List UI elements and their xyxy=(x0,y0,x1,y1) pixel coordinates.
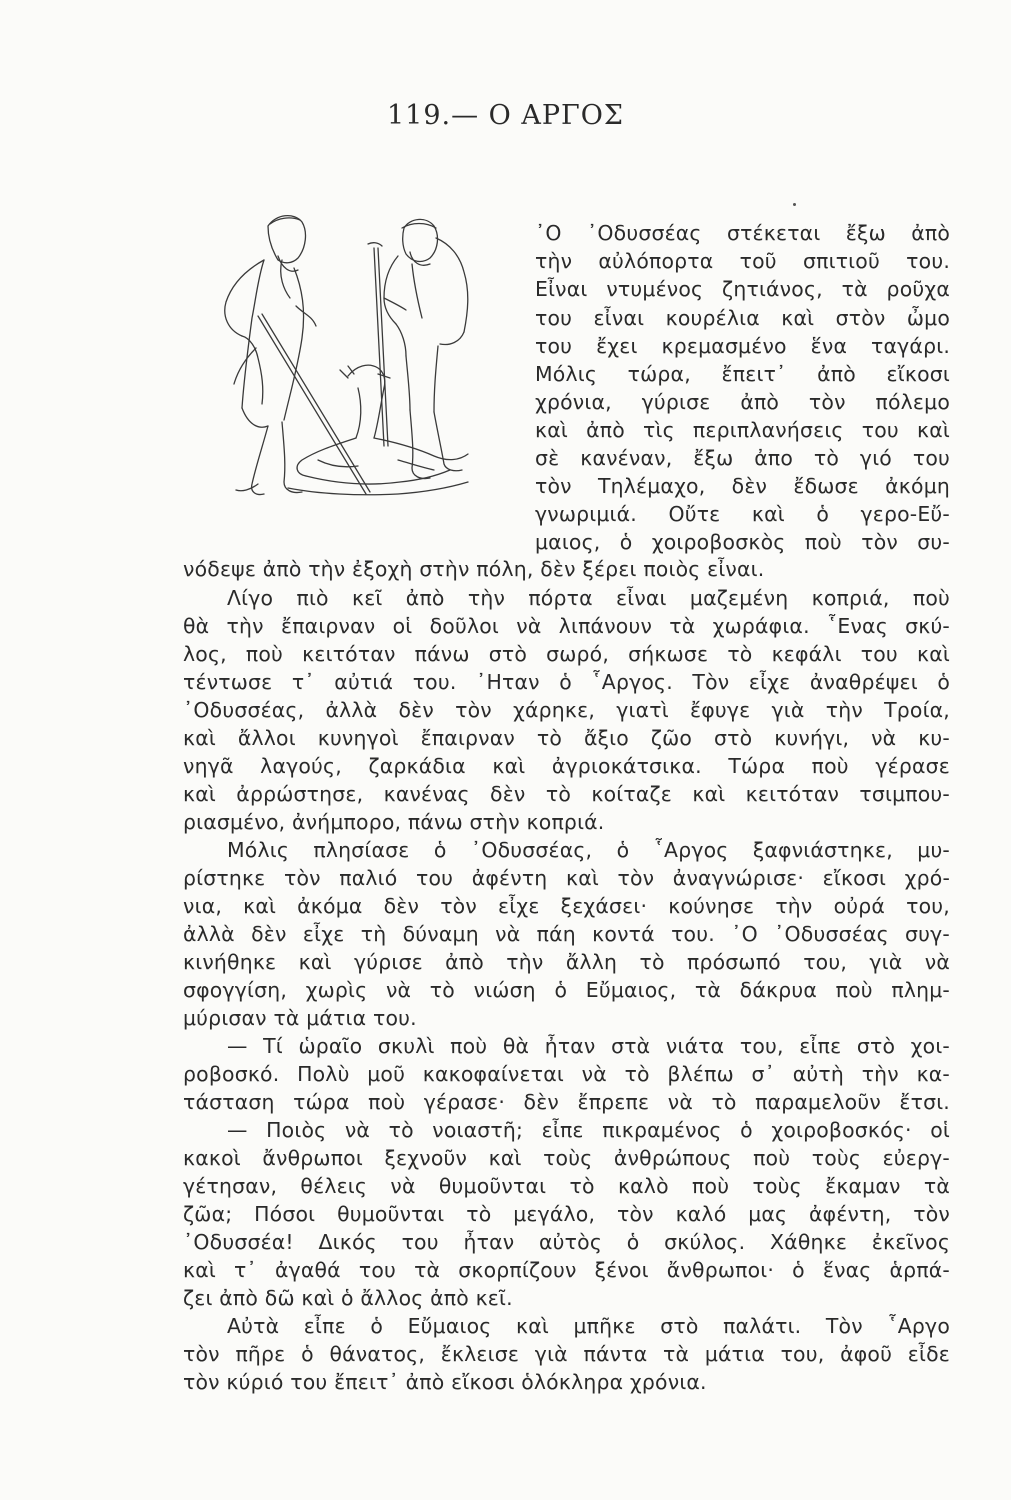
text-line: χρόνια, γύρισε ἀπὸ τὸν πόλεμο xyxy=(535,390,950,414)
text-line: νια, καὶ ἀκόμα δὲν τὸν εἶχε ξεχάσει· κούνησε τὴν οὐρά του, xyxy=(183,894,950,918)
text-line: ᾿Ο ᾿Οδυσσέας στέκεται ἔξω ἀπὸ xyxy=(535,221,950,245)
text-line: καὶ ἄλλοι κυνηγοὶ ἔπαιρναν τὸ ἄξιο ζῶο στὸ κυνήγι, νὰ κυ- xyxy=(183,726,950,750)
text-line: τὸν πῆρε ὁ θάνατος, ἔκλεισε γιὰ πάντα τὰ μάτια του, ἀφοῦ εἶδε xyxy=(183,1342,950,1366)
text-line: ᾿Οδυσσέα! Δικός του ἦταν αὐτὸς ὁ σκύλος. Χάθηκε ἐκεῖνος xyxy=(183,1230,950,1254)
text-line: τὸν Τηλέμαχο, δὲν ἔδωσε ἀκόμη xyxy=(535,474,950,498)
text-line: ροβοσκό. Πολὺ μοῦ κακοφαίνεται νὰ τὸ βλέπω σ᾿ αὐτὴ τὴν κα- xyxy=(183,1062,950,1086)
text-line: κινήθηκε καὶ γύρισε ἀπὸ τὴν ἄλλη τὸ πρόσωπό του, γιὰ νὰ xyxy=(183,950,950,974)
text-line: σφογγίση, χωρὶς νὰ τὸ νιώση ὁ Εὔμαιος, τὰ δάκρυα ποὺ πλημ- xyxy=(183,978,950,1002)
text-line: ρίστηκε τὸν παλιό του ἀφέντη καὶ τὸν ἀναγνώρισε· εἴκοσι χρό- xyxy=(183,866,950,890)
odysseus-argos-illustration xyxy=(198,198,520,520)
text-line: καὶ ἀπὸ τὶς περιπλανήσεις του καὶ xyxy=(535,418,950,442)
print-speck xyxy=(793,203,796,206)
text-line: τάσταση τώρα ποὺ γέρασε· δὲν ἔπρεπε νὰ τὸ παραμελοῦν ἔτσι. xyxy=(183,1090,950,1114)
text-line: καὶ τ᾿ ἀγαθά του τὰ σκορπίζουν ξένοι ἄνθρωποι· ὁ ἕνας ἁρπά- xyxy=(183,1258,950,1282)
text-line: καὶ ἀρρώστησε, κανένας δὲν τὸ κοίταζε καὶ κειτόταν τσιμπου- xyxy=(183,782,950,806)
text-line: τέντωσε τ᾿ αὐτιά του. ᾿Ηταν ὁ ῟Αργος. Τὸν εἶχε ἀναθρέψει ὁ xyxy=(183,670,950,694)
text-line: τὴν αὐλόπορτα τοῦ σπιτιοῦ του. xyxy=(535,249,950,273)
text-line: γνωριμιά. Οὔτε καὶ ὁ γερο-Εὔ- xyxy=(535,502,950,526)
text-line: μαιος, ὁ χοιροβοσκὸς ποὺ τὸν συ- xyxy=(535,530,950,554)
text-line: μύρισαν τὰ μάτια του. xyxy=(183,1006,417,1030)
text-line: Μόλις πλησίασε ὁ ᾿Οδυσσέας, ὁ ῟Αργος ξαφνιάστηκε, μυ- xyxy=(227,838,950,862)
text-line: του ἔχει κρεμασμένο ἕνα ταγάρι. xyxy=(535,334,950,358)
text-line: θὰ τὴν ἔπαιρναν οἱ δοῦλοι νὰ λιπάνουν τὰ χωράφια. ῟Ενας σκύ- xyxy=(183,614,950,638)
text-line: — Ποιὸς νὰ τὸ νοιαστῆ; εἶπε πικραμένος ὁ χοιροβοσκός· οἱ xyxy=(227,1118,950,1142)
text-line: νόδεψε ἀπὸ τὴν ἐξοχὴ στὴν πόλη, δὲν ξέρει ποιὸς εἶναι. xyxy=(183,557,765,581)
text-line: Αὐτὰ εἶπε ὁ Εὔμαιος καὶ μπῆκε στὸ παλάτι. Τὸν ῟Αργο xyxy=(227,1314,950,1338)
text-line: κακοὶ ἄνθρωποι ξεχνοῦν καὶ τοὺς ἀνθρώπους ποὺ τοὺς εὐεργ- xyxy=(183,1146,950,1170)
text-line: ζῶα; Πόσοι θυμοῦνται τὸ μεγάλο, τὸν καλό μας ἀφέντη, τὸν xyxy=(183,1202,950,1226)
text-line: ζει ἀπὸ δῶ καὶ ὁ ἄλλος ἀπὸ κεῖ. xyxy=(183,1286,513,1310)
text-line: ἀλλὰ δὲν εἶχε τὴ δύναμη νὰ πάη κοντά του. ᾿Ο ᾿Οδυσσέας συγ- xyxy=(183,922,950,946)
text-line: Μόλις τώρα, ἔπειτ᾿ ἀπὸ εἴκοσι xyxy=(535,362,950,386)
text-line: ριασμένο, ἀνήμπορο, πάνω στὴν κοπριά. xyxy=(183,810,605,834)
text-line: — Τί ὡραῖο σκυλὶ ποὺ θὰ ἦταν στὰ νιάτα του, εἶπε στὸ χοι- xyxy=(227,1034,950,1058)
text-line: γέτησαν, θέλεις νὰ θυμοῦνται τὸ καλὸ ποὺ τοὺς ἔκαμαν τὰ xyxy=(183,1174,950,1198)
text-line: ᾿Οδυσσέας, ἀλλὰ δὲν τὸν χάρηκε, γιατὶ ἔφυγε γιὰ τὴν Τροία, xyxy=(183,698,950,722)
text-line: Λίγο πιὸ κεῖ ἀπὸ τὴν πόρτα εἶναι μαζεμένη κοπριά, ποὺ xyxy=(227,586,950,610)
text-line: λος, ποὺ κειτόταν πάνω στὸ σωρό, σήκωσε τὸ κεφάλι του καὶ xyxy=(183,642,950,666)
text-line: του εἶναι κουρέλια καὶ στὸν ὦμο xyxy=(535,306,950,330)
text-line: Εἶναι ντυμένος ζητιάνος, τὰ ροῦχα xyxy=(535,277,950,301)
text-line: σὲ κανέναν, ἔξω ἀπο τὸ γιό του xyxy=(535,446,950,470)
text-line: τὸν κύριό του ἔπειτ᾿ ἀπὸ εἴκοσι ὁλόκληρα χρόνια. xyxy=(183,1370,707,1394)
text-line: νηγᾶ λαγούς, ζαρκάδια καὶ ἀγριοκάτσικα. Τώρα ποὺ γέρασε xyxy=(183,754,950,778)
chapter-title: 119.— Ο ΑΡΓΟΣ xyxy=(386,100,625,131)
